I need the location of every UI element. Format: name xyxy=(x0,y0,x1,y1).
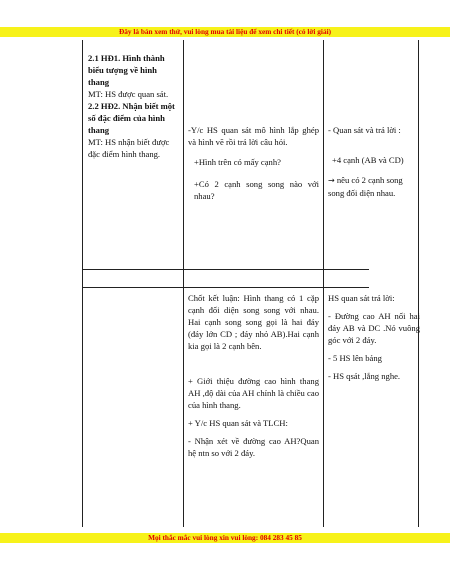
question-3: - Nhận xét về đường cao AH?Quan hệ ntn so với 2 đáy. xyxy=(188,436,319,458)
activity-column xyxy=(88,52,180,160)
question-1: +Hình trên có mấy cạnh? xyxy=(194,157,281,167)
question-2: +Có 2 cạnh song song nào với nhau? xyxy=(194,179,319,201)
student-activity-2 xyxy=(328,292,420,382)
student-activity-1 xyxy=(328,124,420,199)
student-answer-1: +4 cạnh (AB và CD) xyxy=(332,155,404,165)
col-border-2 xyxy=(183,40,184,527)
student-response-1: - Quan sát và trả lời : xyxy=(328,125,401,135)
activity-2-goal: MT: HS nhận biết được đặc điểm hình thang. xyxy=(88,137,170,159)
row1-bottom-border xyxy=(82,269,369,270)
activity-1-goal: MT: HS được quan sát. xyxy=(88,89,169,99)
teacher-activity-2 xyxy=(188,292,319,459)
col-border-1 xyxy=(82,40,83,527)
height-intro: + Giới thiệu đường cao hình thang AH ,độ dài của AH chính là chiều cao của hình thang. xyxy=(188,376,319,410)
conclusion-text: Chốt kết luận: Hình thang có 1 cặp cạnh đối diện song song với nhau. Hai cạnh song song gọi là hai đáy (đáy lớn CD ; đáy nhỏ AB).Hai cạnh kia gọi là 2 cạnh bên. xyxy=(188,293,319,351)
contact-notice: Mọi thắc mắc vui lòng xin vui lòng: 084 283 45 85 xyxy=(0,533,450,543)
teacher-activity-1 xyxy=(188,124,319,202)
teacher-instruction: -Y/c HS quan sát mô hình lắp ghép và hình vẽ rồi trả lời câu hỏi. xyxy=(188,125,319,147)
col-border-3 xyxy=(323,40,324,527)
arrow-right-icon: → xyxy=(328,176,335,185)
student-answer-2 xyxy=(328,174,420,199)
student-answer-2-text: nêu có 2 cạnh song song đối diện nhau. xyxy=(328,175,403,198)
col-border-4 xyxy=(418,40,419,527)
preview-notice: Đây là bản xem thử, vui lòng mua tài liệu để xem chi tiết (có lời giải) xyxy=(0,27,450,37)
student-answer-3: - Đường cao AH nối hai đáy AB và DC .Nó vuông góc với 2 đáy. xyxy=(328,311,420,345)
student-response-2: HS quan sát trả lời: xyxy=(328,293,395,303)
activity-2-heading: 2.2 HĐ2. Nhận biết một số đặc điểm của hình thang xyxy=(88,101,175,135)
activity-1-heading: 2.1 HĐ1. Hình thành biểu tượng về hình thang xyxy=(88,53,165,87)
row2-top-border xyxy=(82,287,369,288)
student-answer-5: - HS qsát ,lắng nghe. xyxy=(328,371,401,381)
teacher-instruction-2: + Y/c HS quan sát và TLCH: xyxy=(188,418,288,428)
student-answer-4: - 5 HS lên bảng xyxy=(328,353,382,363)
